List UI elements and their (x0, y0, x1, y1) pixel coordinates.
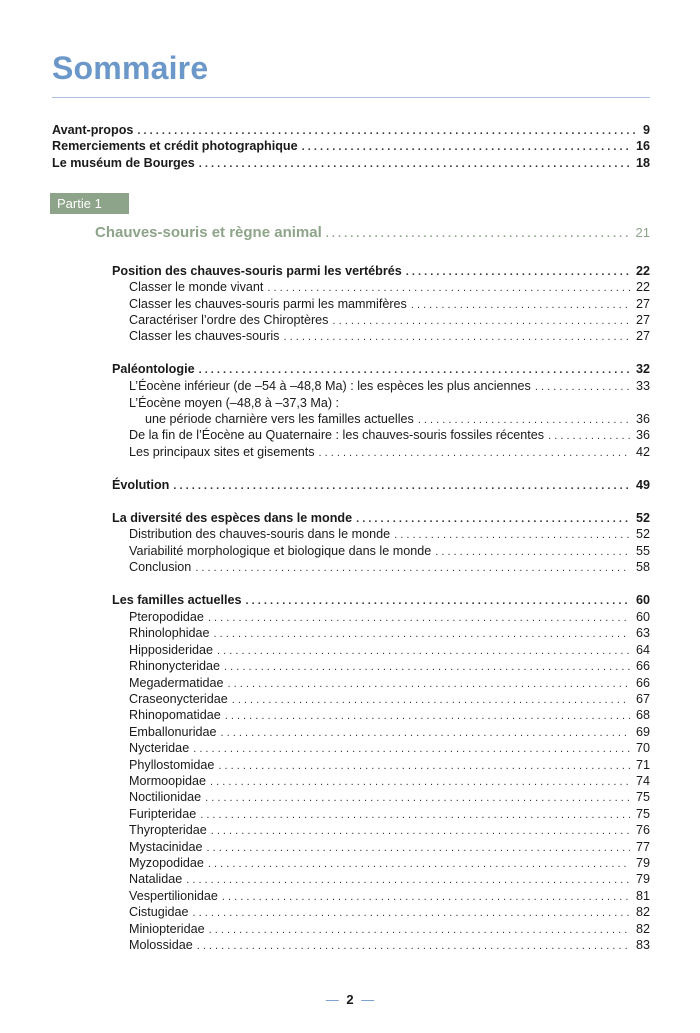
toc-page: 69 (635, 724, 650, 739)
toc-page: 79 (635, 872, 650, 887)
toc-entry-famille[interactable] (129, 724, 650, 741)
toc-entry-paleontologie[interactable] (112, 361, 650, 378)
dot-leader (406, 264, 630, 280)
toc-label: Megadermatidae (129, 675, 224, 690)
partie-label: Partie 1 (50, 193, 129, 214)
toc-label: Mystacinidae (129, 839, 203, 854)
dot-leader (205, 790, 630, 806)
dot-leader (228, 676, 630, 692)
dot-leader (200, 807, 630, 823)
toc-entry-diversite[interactable] (112, 510, 650, 527)
dot-leader (195, 560, 630, 576)
dot-leader (222, 889, 630, 905)
toc-label: Les familles actuelles (112, 593, 242, 607)
toc-page: 76 (635, 823, 650, 838)
toc-entry-famille[interactable] (129, 789, 650, 806)
toc-label: Caractériser l’ordre des Chiroptères (129, 313, 329, 327)
dot-leader (208, 856, 630, 872)
toc-page: 22 (635, 280, 650, 294)
toc-page: 81 (635, 888, 650, 903)
dot-leader (207, 840, 630, 856)
toc-entry-famille[interactable] (129, 904, 650, 921)
toc-label: Rhinolophidae (129, 626, 210, 641)
dot-leader (209, 922, 630, 938)
toc-page: 22 (635, 264, 650, 278)
toc-label: Classer les chauves-souris (129, 329, 280, 343)
toc-label: Craseonycteridae (129, 692, 228, 706)
toc-label: Classer le monde vivant (129, 280, 264, 294)
toc-entry-famille[interactable] (129, 855, 650, 872)
toc-entry-position[interactable] (112, 263, 650, 280)
dot-leader (225, 708, 630, 724)
dot-leader (232, 692, 630, 708)
toc-label: Évolution (112, 478, 170, 492)
toc-page: 27 (635, 313, 650, 327)
toc-label: L’Éocène inférieur (de –54 à –48,8 Ma) : les espèces les plus anciennes (129, 379, 531, 393)
toc-page: 64 (635, 642, 650, 657)
toc-entry-remerciements[interactable] (52, 138, 650, 155)
toc-label: Phyllostomidae (129, 757, 215, 772)
dot-leader (535, 379, 630, 395)
dot-leader (193, 905, 630, 921)
toc-entry[interactable] (129, 296, 650, 313)
toc-label: Rhinopomatidae (129, 708, 221, 723)
dot-leader (210, 774, 630, 790)
toc-page: 49 (635, 478, 650, 492)
toc-entry-famille[interactable] (129, 822, 650, 839)
dot-leader (302, 139, 630, 155)
toc-label: De la fin de l’Éocène au Quaternaire : les chauves-souris fossiles récentes (129, 428, 545, 442)
toc-page: 79 (635, 856, 650, 870)
toc-entry-famille[interactable] (129, 658, 650, 675)
toc-page: 71 (635, 757, 650, 772)
dot-leader (199, 156, 630, 172)
toc-page: 9 (642, 123, 650, 137)
dot-leader (435, 544, 630, 560)
toc-label: Classer les chauves-souris parmi les mammifères (129, 297, 407, 311)
toc-page: 21 (635, 225, 650, 240)
toc-page: 55 (635, 544, 650, 558)
toc-label: Remerciements et crédit photographique (52, 139, 298, 153)
toc-entry-famille[interactable] (129, 888, 650, 905)
dot-leader (548, 428, 630, 444)
toc-label: Rhinonycteridae (129, 659, 221, 674)
toc-page: 70 (635, 741, 650, 756)
dot-leader (246, 593, 630, 609)
toc-label: Molossidae (129, 938, 193, 952)
toc-page: 32 (635, 362, 650, 376)
toc-page: 18 (635, 156, 650, 170)
toc-entry-famille[interactable] (129, 675, 650, 692)
toc-entry-famille[interactable] (129, 642, 650, 659)
toc-entry-famille[interactable] (129, 773, 650, 790)
toc-label: Cistugidae (129, 905, 189, 920)
toc-label: Vespertilionidae (129, 888, 218, 903)
toc-label: Le muséum de Bourges (52, 156, 195, 170)
toc-entry-famille[interactable] (129, 871, 650, 888)
toc-page: 75 (635, 790, 650, 805)
toc-page: 36 (635, 412, 650, 426)
toc-entry-famille[interactable] (129, 707, 650, 724)
toc-page: 16 (635, 139, 650, 153)
toc-label: Mormoopidae (129, 774, 207, 788)
toc-page: 52 (635, 527, 650, 541)
toc-label: une période charnière vers les familles actuelles (145, 412, 414, 426)
toc-label: Noctilionidae (129, 790, 202, 805)
toc-page: 75 (635, 806, 650, 821)
dot-leader (332, 313, 630, 329)
toc-entry[interactable] (129, 559, 650, 576)
toc-page: 82 (635, 921, 650, 936)
toc-label: Distribution des chauves-souris dans le monde (129, 527, 391, 541)
toc-label: Natalidae (129, 872, 183, 887)
toc-label: Paléontologie (112, 362, 195, 376)
toc-label: Thyropteridae (129, 823, 207, 838)
toc-entry[interactable] (129, 378, 650, 395)
dot-leader (208, 610, 630, 626)
toc-label: Nycteridae (129, 741, 190, 756)
dot-leader (211, 823, 630, 839)
dot-leader (224, 659, 630, 675)
toc-page: 52 (635, 511, 650, 525)
toc-label: Position des chauves-souris parmi les vertébrés (112, 264, 402, 278)
toc-page: 63 (635, 626, 650, 641)
toc-label: Hipposideridae (129, 642, 214, 657)
toc-entry-famille[interactable] (129, 625, 650, 642)
dot-leader (137, 123, 637, 139)
toc-page: 74 (635, 774, 650, 788)
footer-dash: — (361, 992, 375, 1007)
toc-entry-avant-propos[interactable] (52, 122, 650, 139)
toc-entry-famille[interactable] (129, 921, 650, 938)
toc-page: 60 (635, 593, 650, 607)
toc-page: 67 (635, 692, 650, 706)
toc-label: Conclusion (129, 560, 192, 574)
toc-entry[interactable] (129, 328, 650, 345)
toc-label: Emballonuridae (129, 724, 217, 739)
page-number: 2 (346, 992, 354, 1007)
title-divider (52, 97, 650, 98)
dot-leader (217, 643, 630, 659)
toc-page: 82 (635, 905, 650, 920)
toc-entry[interactable] (129, 312, 650, 329)
toc-page: 27 (635, 297, 650, 311)
dot-leader (214, 626, 630, 642)
toc-entry[interactable] (129, 543, 650, 560)
toc-entry-famille[interactable] (129, 806, 650, 823)
toc-entry-famille[interactable] (129, 609, 650, 626)
dot-leader (197, 938, 630, 954)
toc-page: 68 (635, 708, 650, 723)
toc-label: Chauves-souris et règne animal (95, 224, 322, 241)
toc-entry-museum[interactable] (52, 155, 650, 172)
footer-dash: — (325, 992, 339, 1007)
toc-page: 58 (635, 560, 650, 574)
toc-page: 77 (635, 839, 650, 854)
toc-entry[interactable] (129, 395, 339, 411)
toc-label: Les principaux sites et gisements (129, 445, 315, 459)
toc-label: Pteropodidae (129, 610, 204, 624)
toc-entry-famille[interactable] (129, 691, 650, 708)
dot-leader (356, 511, 630, 527)
toc-entry-famille[interactable] (129, 757, 650, 774)
dot-leader (221, 725, 630, 741)
dot-leader (411, 297, 630, 313)
toc-label: L’Éocène moyen (–48,8 à –37,3 Ma) : (129, 396, 340, 410)
toc-entry[interactable] (129, 444, 650, 461)
dot-leader (199, 362, 630, 378)
dot-leader (394, 527, 630, 543)
toc-entry[interactable] (145, 411, 650, 428)
toc-page: 42 (635, 445, 650, 459)
dot-leader (173, 478, 630, 494)
page-title: Sommaire (52, 50, 209, 86)
toc-page: 66 (635, 675, 650, 690)
toc-entry[interactable] (129, 526, 650, 543)
toc-label: Miniopteridae (129, 921, 205, 936)
toc-section-chauves-souris[interactable] (95, 223, 650, 244)
toc-label: Furipteridae (129, 806, 197, 821)
toc-entry-famille[interactable] (129, 740, 650, 757)
toc-page: 83 (635, 938, 650, 952)
dot-leader (186, 872, 630, 888)
toc-page: 27 (635, 329, 650, 343)
dot-leader (319, 445, 630, 461)
dot-leader (193, 741, 630, 757)
toc-entry-famille[interactable] (129, 937, 650, 954)
page-footer (0, 992, 700, 1007)
toc-entry[interactable] (129, 427, 650, 444)
toc-entry-evolution[interactable] (112, 477, 650, 494)
toc-label: La diversité des espèces dans le monde (112, 511, 353, 525)
dot-leader (283, 329, 630, 345)
toc-entry[interactable] (129, 279, 650, 296)
toc-page: 33 (635, 379, 650, 393)
toc-entry-familles[interactable] (112, 592, 650, 609)
dot-leader (267, 280, 630, 296)
toc-label: Myzopodidae (129, 856, 204, 870)
toc-page: 66 (635, 659, 650, 674)
toc-label: Avant-propos (52, 123, 134, 137)
dot-leader (418, 412, 630, 428)
toc-label: Variabilité morphologique et biologique dans le monde (129, 544, 432, 558)
toc-entry-famille[interactable] (129, 839, 650, 856)
toc-page: 60 (635, 610, 650, 624)
dot-leader (326, 224, 630, 244)
dot-leader (218, 758, 630, 774)
toc-page: 36 (635, 428, 650, 442)
